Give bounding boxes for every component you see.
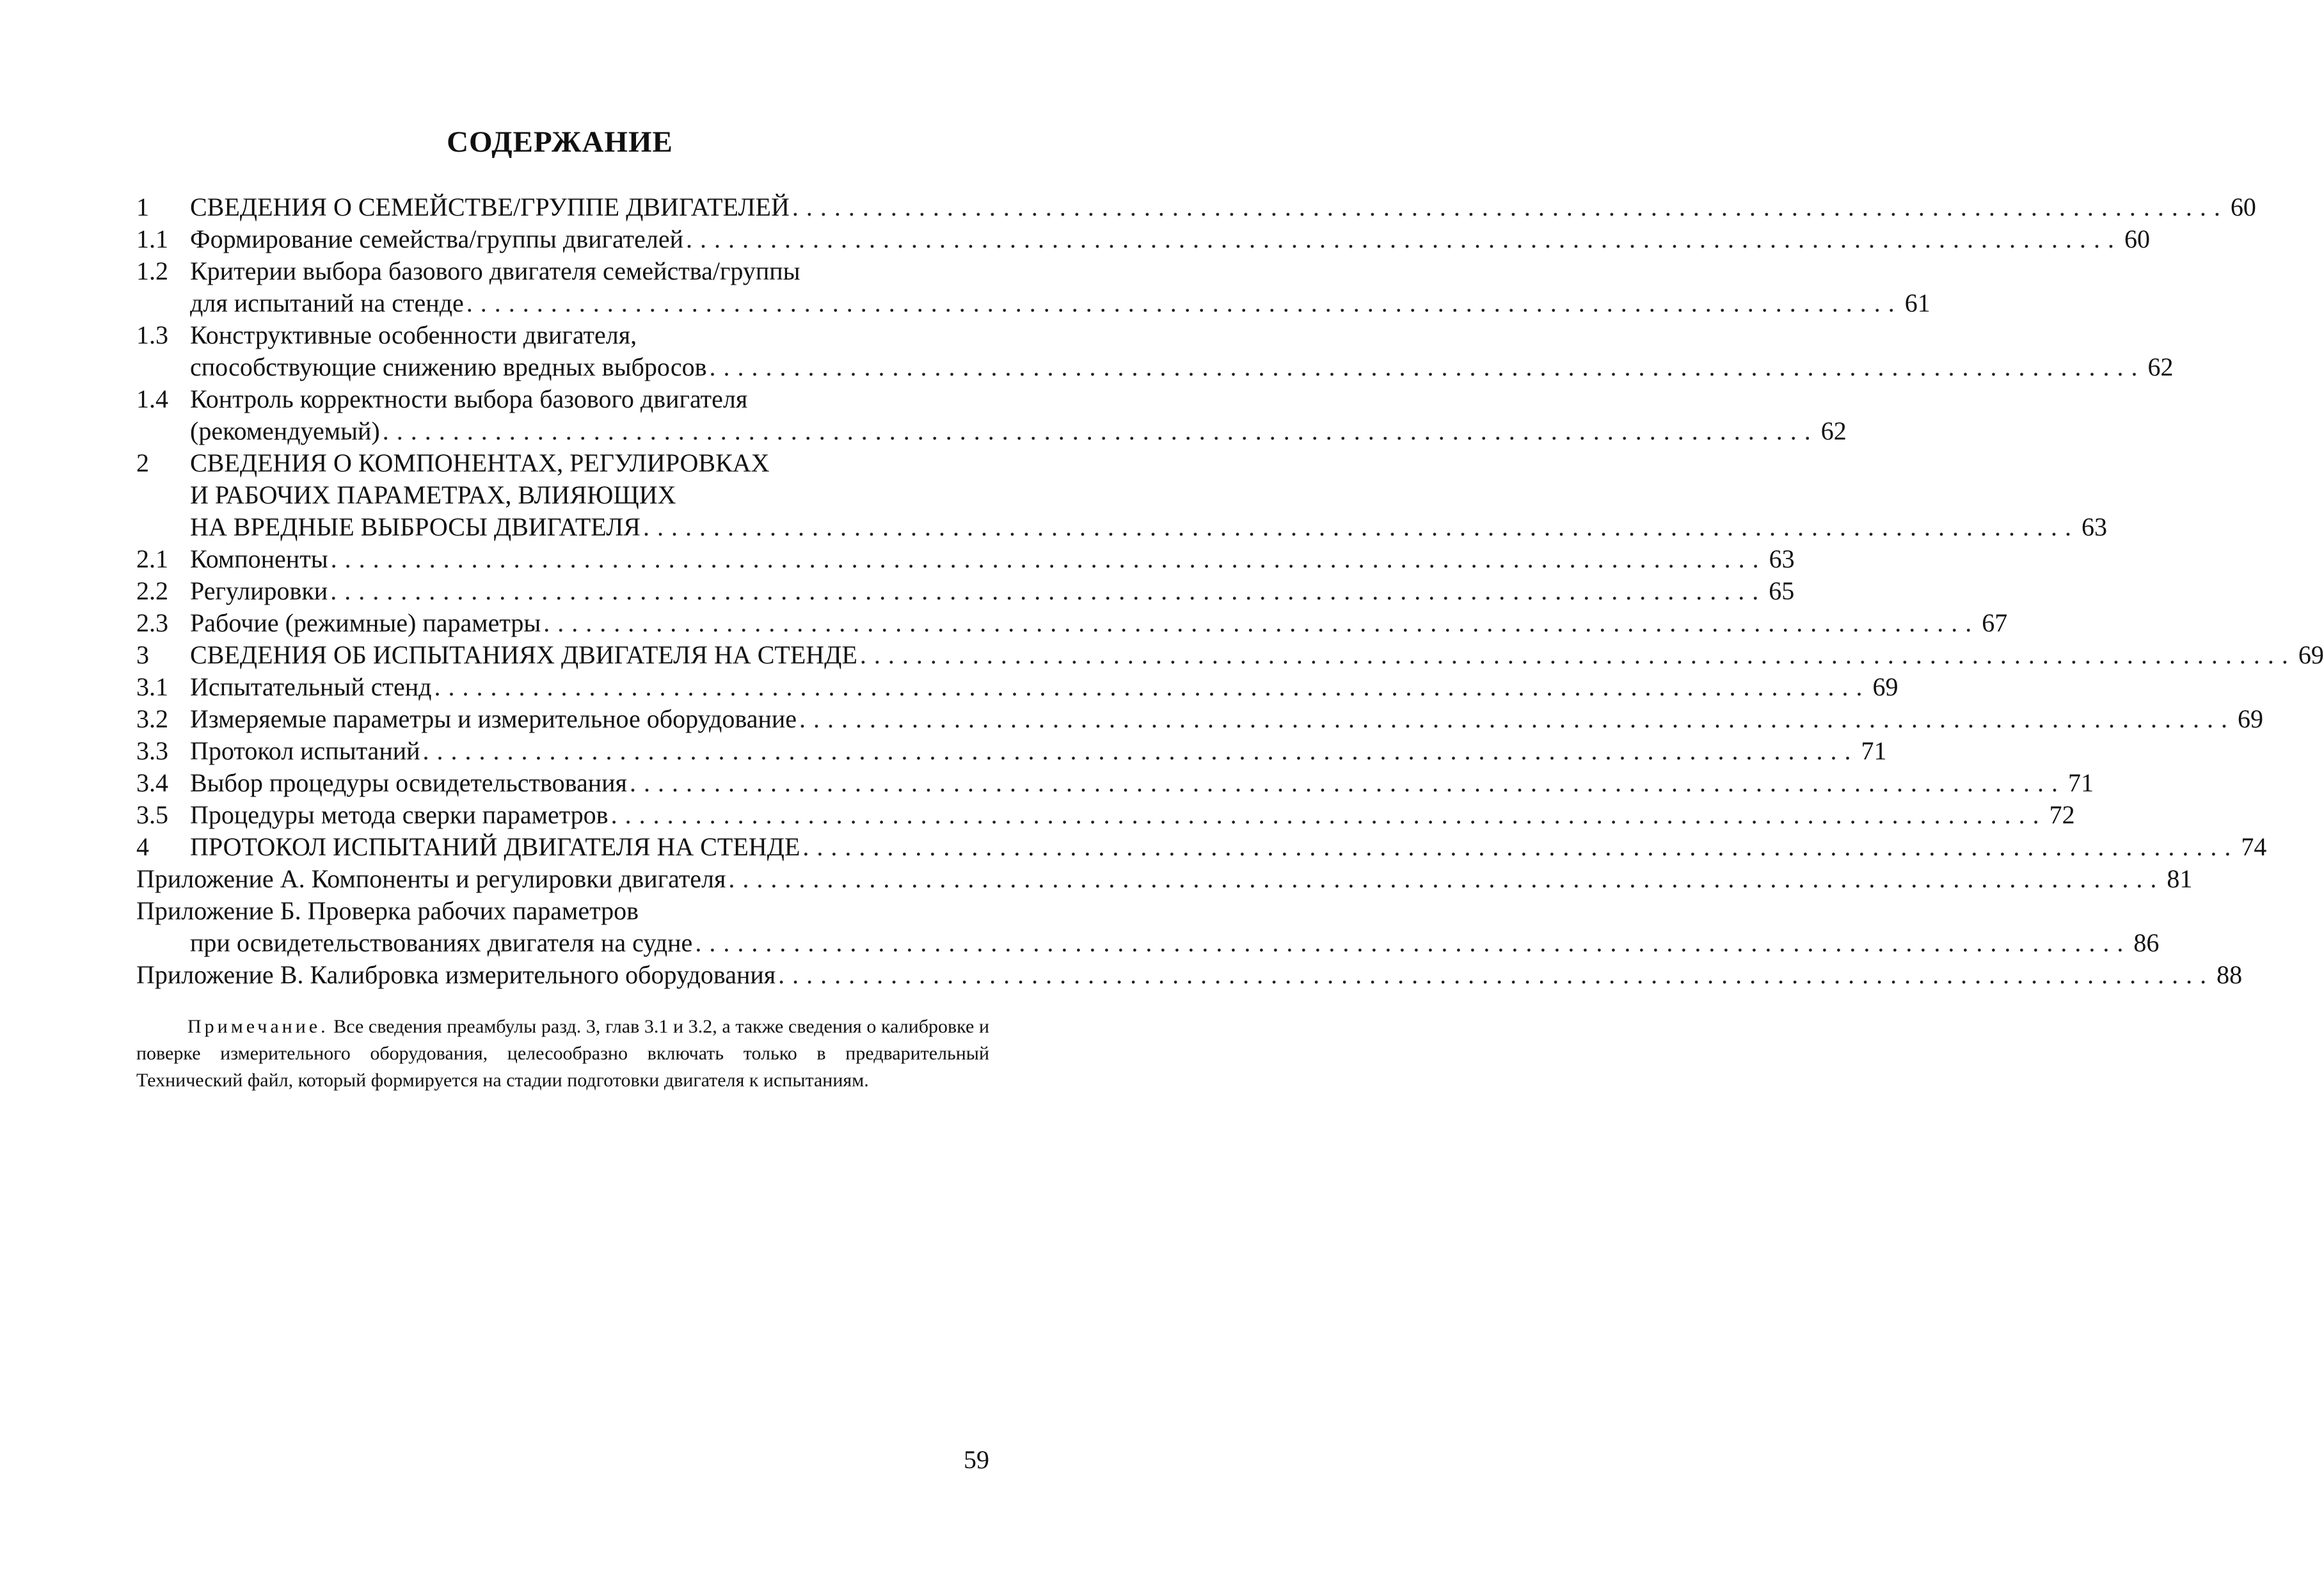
toc-entry-title: (рекомендуемый): [190, 416, 380, 445]
toc-entry-title: СВЕДЕНИЯ О СЕМЕЙСТВЕ/ГРУППЕ ДВИГАТЕЛЕЙ: [190, 193, 790, 221]
toc-entry-line: [136, 191, 2256, 223]
toc-entry-title: Приложение В. Калибровка измерительного оборудования: [136, 960, 776, 989]
toc-entry-page: 88: [2217, 960, 2243, 989]
toc-entry-number: 1.3: [136, 321, 168, 349]
toc-dot-leader: [423, 735, 1851, 767]
toc-entry-title: Измеряемые параметры и измерительное оборудование: [190, 704, 797, 733]
toc-entry-title: Регулировки: [190, 576, 328, 605]
toc-entry-number: 2.1: [136, 544, 168, 573]
toc-entry-page: 63: [1769, 544, 1795, 573]
toc-entry-line: [136, 671, 1898, 703]
note-text: Все сведения преамбулы разд. 3, глав 3.1 и 3.2, а также сведения о калибровке и поверке измерительного оборудования, целесообразно включать только в предварительный Технический файл, который формируется на стадии подготовки двигателя к испытаниям.: [136, 1016, 990, 1091]
table-of-contents: [136, 191, 2324, 991]
toc-dot-leader: [643, 511, 2071, 543]
toc-entry-line: [136, 735, 1887, 767]
toc-dot-leader: [630, 767, 2058, 799]
toc-entry-page: 72: [2049, 800, 2075, 829]
toc-dot-leader: [383, 415, 1811, 447]
toc-entry-title: И РАБОЧИХ ПАРАМЕТРАХ, ВЛИЯЮЩИХ: [190, 480, 676, 509]
toc-entry-title: ПРОТОКОЛ ИСПЫТАНИЙ ДВИГАТЕЛЯ НА СТЕНДЕ: [190, 832, 800, 861]
toc-entry-title: Протокол испытаний: [190, 736, 420, 765]
toc-dot-leader: [778, 959, 2206, 991]
toc-entry-page: 71: [2067, 768, 2094, 797]
toc-entry-line: [136, 511, 2107, 543]
toc-entry-page: 60: [2230, 193, 2256, 221]
toc-entry-page: 86: [2133, 928, 2160, 957]
toc-dot-leader: [543, 607, 1971, 639]
toc-entry-line: [136, 255, 989, 287]
toc-entry-number: 1.1: [136, 225, 168, 253]
toc-entry-title: СВЕДЕНИЯ ОБ ИСПЫТАНИЯХ ДВИГАТЕЛЯ НА СТЕНДЕ: [190, 640, 857, 669]
toc-entry-page: 62: [2147, 353, 2174, 381]
toc-dot-leader: [611, 799, 2039, 831]
toc-appendix-line: [136, 863, 2193, 895]
toc-entry-line: [136, 223, 2151, 255]
toc-entry-line: [136, 479, 989, 511]
toc-entry-page: 69: [1872, 672, 1898, 701]
toc-entry-number: 1.4: [136, 385, 168, 413]
toc-entry-title: Процедуры метода сверки параметров: [190, 800, 609, 829]
toc-entry-line: [136, 703, 2264, 735]
toc-entry-page: 63: [2081, 512, 2107, 541]
toc-dot-leader: [695, 927, 2123, 959]
toc-appendix-line: [136, 959, 2243, 991]
toc-dot-leader: [792, 191, 2220, 223]
toc-dot-leader: [466, 287, 1895, 319]
toc-entry-number: 1: [136, 193, 149, 221]
toc-entry-title: СВЕДЕНИЯ О КОМПОНЕНТАХ, РЕГУЛИРОВКАХ: [190, 448, 770, 477]
toc-entry-line: [136, 383, 989, 415]
note-label: Примечание.: [187, 1016, 329, 1037]
toc-dot-leader: [799, 703, 2227, 735]
toc-entry-page: 74: [2241, 832, 2267, 861]
toc-entry-page: 67: [1982, 608, 2008, 637]
toc-entry-title: Выбор процедуры освидетельствования: [190, 768, 627, 797]
toc-dot-leader: [802, 831, 2231, 863]
note: [136, 1013, 989, 1094]
toc-entry-title: способствующие снижению вредных выбросов: [190, 353, 707, 381]
toc-entry-line: [136, 319, 989, 351]
toc-appendix-line: [136, 927, 2160, 959]
toc-entry-number: 2: [136, 448, 149, 477]
toc-entry-page: 60: [2124, 225, 2151, 253]
toc-entry-number: 3.4: [136, 768, 168, 797]
toc-appendix-line: [136, 895, 989, 927]
toc-entry-title: Конструктивные особенности двигателя,: [190, 321, 637, 349]
toc-dot-leader: [686, 223, 2114, 255]
toc-entry-line: [136, 799, 2075, 831]
toc-entry-title: НА ВРЕДНЫЕ ВЫБРОСЫ ДВИГАТЕЛЯ: [190, 512, 641, 541]
toc-entry-page: 69: [2238, 704, 2264, 733]
toc-entry-page: 81: [2167, 864, 2193, 893]
toc-dot-leader: [709, 351, 2137, 383]
toc-entry-number: 1.2: [136, 257, 168, 285]
toc-entry-title: Испытательный стенд: [190, 672, 432, 701]
toc-entry-number: 4: [136, 832, 149, 861]
toc-entry-line: [136, 543, 1795, 575]
toc-entry-title: Компоненты: [190, 544, 328, 573]
toc-dot-leader: [330, 575, 1758, 607]
toc-entry-number: 2.3: [136, 608, 168, 637]
toc-entry-title: Приложение А. Компоненты и регулировки двигателя: [136, 864, 726, 893]
page-number: 59: [964, 1445, 989, 1474]
toc-entry-line: [136, 575, 1795, 607]
toc-dot-leader: [331, 543, 1759, 575]
toc-entry-page: 62: [1820, 416, 1847, 445]
toc-entry-number: 2.2: [136, 576, 168, 605]
toc-entry-title: Контроль корректности выбора базового двигателя: [190, 385, 748, 413]
toc-entry-page: 65: [1769, 576, 1795, 605]
toc-entry-line: [136, 767, 2094, 799]
toc-entry-line: [136, 639, 2324, 671]
toc-dot-leader: [860, 639, 2288, 671]
toc-entry-title: при освидетельствованиях двигателя на судне: [190, 928, 693, 957]
toc-entry-number: 3: [136, 640, 149, 669]
toc-entry-number: 3.1: [136, 672, 168, 701]
toc-entry-title: для испытаний на стенде: [190, 289, 464, 317]
toc-entry-title: Формирование семейства/группы двигателей: [190, 225, 684, 253]
toc-entry-number: 3.3: [136, 736, 168, 765]
toc-dot-leader: [728, 863, 2156, 895]
toc-entry-line: [136, 447, 989, 479]
toc-entry-page: 69: [2298, 640, 2324, 669]
toc-entry-title: Критерии выбора базового двигателя семейства/группы: [190, 257, 800, 285]
toc-entry-line: [136, 831, 2267, 863]
page-title: СОДЕРЖАНИЕ: [447, 125, 673, 159]
toc-entry-page: 61: [1904, 289, 1930, 317]
toc-entry-title: Рабочие (режимные) параметры: [190, 608, 541, 637]
toc-entry-line: [136, 287, 1930, 319]
toc-entry-number: 3.5: [136, 800, 168, 829]
toc-entry-line: [136, 607, 2008, 639]
toc-entry-line: [136, 415, 1847, 447]
toc-entry-title: Приложение Б. Проверка рабочих параметров: [136, 896, 639, 925]
toc-entry-number: 3.2: [136, 704, 168, 733]
toc-dot-leader: [434, 671, 1862, 703]
toc-entry-page: 71: [1861, 736, 1887, 765]
toc-entry-line: [136, 351, 2174, 383]
